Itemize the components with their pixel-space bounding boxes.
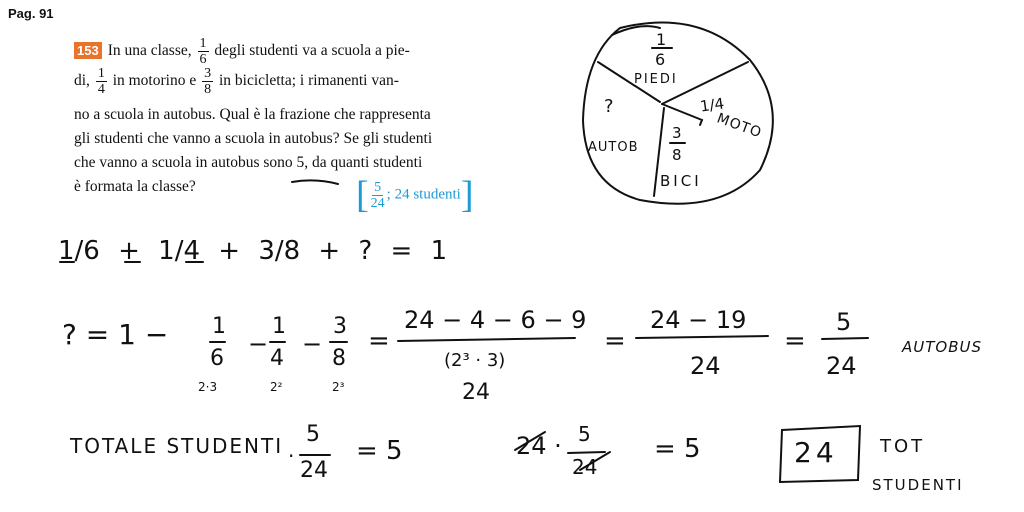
total-eq-den: 24	[300, 458, 328, 483]
step1-den-factor: (2³ · 3)	[444, 350, 506, 371]
pie-moto-frac: 1/4	[698, 94, 726, 116]
pie-bici-den: 8	[672, 146, 682, 164]
ex-line3: no a scuola in autobus. Qual è la frazione che rappresenta	[74, 106, 431, 123]
page-label: Pag. 91	[8, 6, 54, 21]
final-label-2: STUDENTI	[872, 476, 964, 494]
ex-line6: è formata la classe?	[74, 178, 196, 195]
check-num: 5	[578, 422, 591, 446]
pie-autobus-frac: ?	[604, 96, 614, 117]
factor-8: 2³	[332, 380, 345, 394]
pie-piedi-den: 6	[655, 50, 666, 69]
fraction-1-4: $\frac{1}{4}$	[97, 66, 105, 97]
eq2-f2-num: 1	[272, 314, 286, 339]
step2-fraction-bar	[636, 336, 768, 338]
pie-piedi-label: PIEDI	[634, 72, 678, 87]
pie-bici-num: 3	[672, 124, 682, 142]
result-denominator: 24	[826, 352, 857, 380]
answer-fraction: $\frac{5}{24}$	[370, 179, 385, 211]
pie-autobus-label: AUTOB	[588, 140, 639, 155]
ex-line1-a: In una classe,	[107, 42, 192, 60]
underline-mark	[292, 180, 338, 184]
pie-divider-4	[662, 104, 702, 125]
step2-denominator: 24	[690, 352, 721, 380]
step2-numerator: 24 − 19	[650, 306, 747, 334]
total-eq-rhs: = 5	[356, 436, 403, 466]
step1-denominator: 24	[462, 380, 490, 405]
factor-4: 2²	[270, 380, 283, 394]
result-numerator: 5	[836, 308, 852, 336]
ex-line1-b: degli studenti va a scuola a pie-	[214, 42, 410, 60]
pie-bici-label: BICI	[660, 172, 702, 190]
ex-line4: gli studenti che vanno a scuola in autobus? Se gli studenti	[74, 130, 433, 147]
result-fraction-bar	[822, 338, 868, 339]
check-rhs: = 5	[654, 434, 701, 464]
answer-text: ; 24 studenti	[386, 186, 461, 203]
step1-numerator: 24 − 4 − 6 − 9	[404, 306, 587, 334]
ex-line5: che vanno a scuola in autobus sono 5, da quanti studenti	[74, 154, 423, 171]
total-label: TOTALE STUDENTI	[70, 434, 284, 458]
result-label: AUTOBUS	[902, 338, 983, 356]
equation-1: 1/6 + 1/4 + 3/8 + ? = 1	[58, 236, 448, 266]
check-lhs: 24 ·	[516, 432, 562, 460]
total-eq-num: 5	[306, 422, 320, 447]
ex-line2-c: in bicicletta; i rimanenti van-	[218, 72, 399, 90]
eq2-f2-den: 4	[270, 346, 284, 371]
eq2-f3-den: 8	[332, 346, 346, 371]
check-den: 24	[572, 455, 598, 479]
ex-line2-b: in motorino e	[112, 72, 197, 90]
eq2-f1-num: 1	[212, 314, 226, 339]
eq2-f3-num: 3	[333, 314, 347, 339]
final-label-1: TOT	[880, 436, 926, 457]
final-value: 24	[794, 436, 838, 469]
eq2-f1-den: 6	[210, 346, 224, 371]
ex-line2-a: di,	[74, 72, 90, 90]
fraction-1-6: $\frac{1}{6}$	[199, 36, 207, 67]
pie-piedi-num: 1	[656, 30, 667, 49]
pie-moto-label: MOTO	[714, 110, 765, 142]
eq2-left: ? = 1 −	[62, 318, 169, 351]
fraction-3-8: $\frac{3}{8}$	[204, 66, 212, 97]
answer-box: [ $\frac{5}{24}$ ; 24 studenti]	[356, 174, 474, 216]
exercise-number: 153	[74, 42, 102, 59]
factor-6: 2·3	[198, 380, 218, 394]
step1-fraction-bar	[398, 338, 575, 341]
